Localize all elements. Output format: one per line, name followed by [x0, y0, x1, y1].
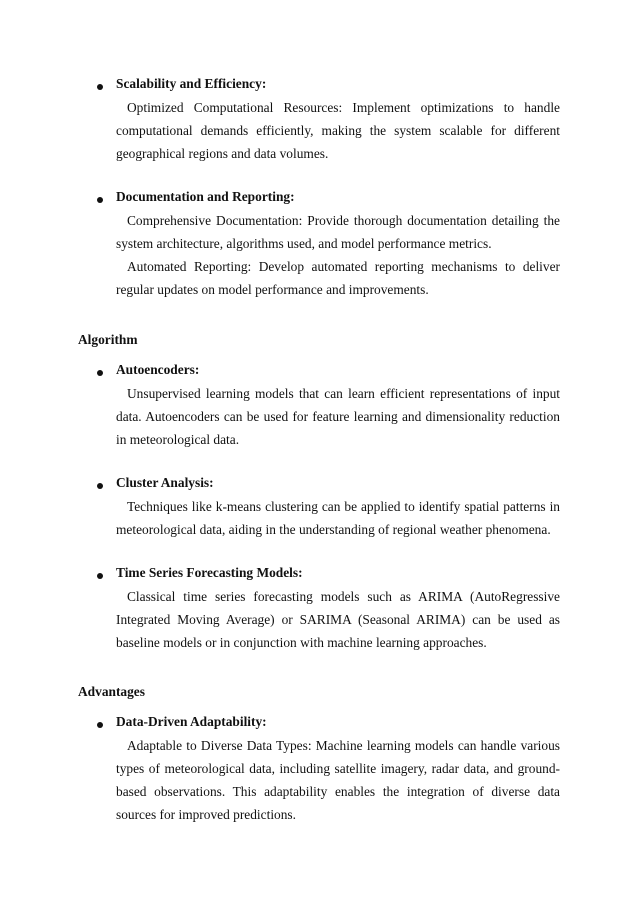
section-heading-advantages: Advantages — [78, 684, 145, 699]
paragraph-automated-reporting: Automated Reporting: Develop automated reporting mechanisms to deliver regular updates on model performance and improvements. — [116, 259, 560, 297]
paragraph-optimized-resources: Optimized Computational Resources: Implement optimizations to handle computational demands efficiently, making the system scalable for different geographical regions and data volumes. — [116, 100, 560, 161]
section-heading-algorithm: Algorithm — [78, 332, 138, 347]
paragraph-comprehensive-documentation: Comprehensive Documentation: Provide thorough documentation detailing the system architecture, algorithms used, and model performance metrics. — [116, 213, 560, 251]
item-title-documentation: Documentation and Reporting: — [116, 189, 295, 204]
item-title-data-driven: Data-Driven Adaptability: — [116, 714, 267, 729]
paragraph-cluster-analysis: Techniques like k-means clustering can be applied to identify spatial patterns in meteorological data, aiding in the understanding of regional weather phenomena. — [116, 499, 560, 537]
item-title-scalability: Scalability and Efficiency: — [116, 76, 267, 91]
paragraph-autoencoders: Unsupervised learning models that can learn efficient representations of input data. Autoencoders can be used for feature learning and dimensionality reduction in meteorological data. — [116, 386, 560, 447]
item-title-cluster-analysis: Cluster Analysis: — [116, 475, 214, 490]
bullet-icon — [97, 197, 103, 203]
paragraph-data-driven: Adaptable to Diverse Data Types: Machine learning models can handle various types of meteorological data, including satellite imagery, radar data, and ground-based observations. This adaptability enables the integration of diverse data sources for improved predictions. — [116, 738, 560, 822]
bullet-icon — [97, 722, 103, 728]
paragraph-time-series: Classical time series forecasting models such as ARIMA (AutoRegressive Integrated Moving Average) or SARIMA (Seasonal ARIMA) can be used as baseline models or in conjunction with machine learning approaches. — [116, 589, 560, 650]
item-title-autoencoders: Autoencoders: — [116, 362, 200, 377]
bullet-icon — [97, 370, 103, 376]
item-title-time-series: Time Series Forecasting Models: — [116, 565, 303, 580]
bullet-icon — [97, 573, 103, 579]
bullet-icon — [97, 483, 103, 489]
bullet-icon — [97, 84, 103, 90]
